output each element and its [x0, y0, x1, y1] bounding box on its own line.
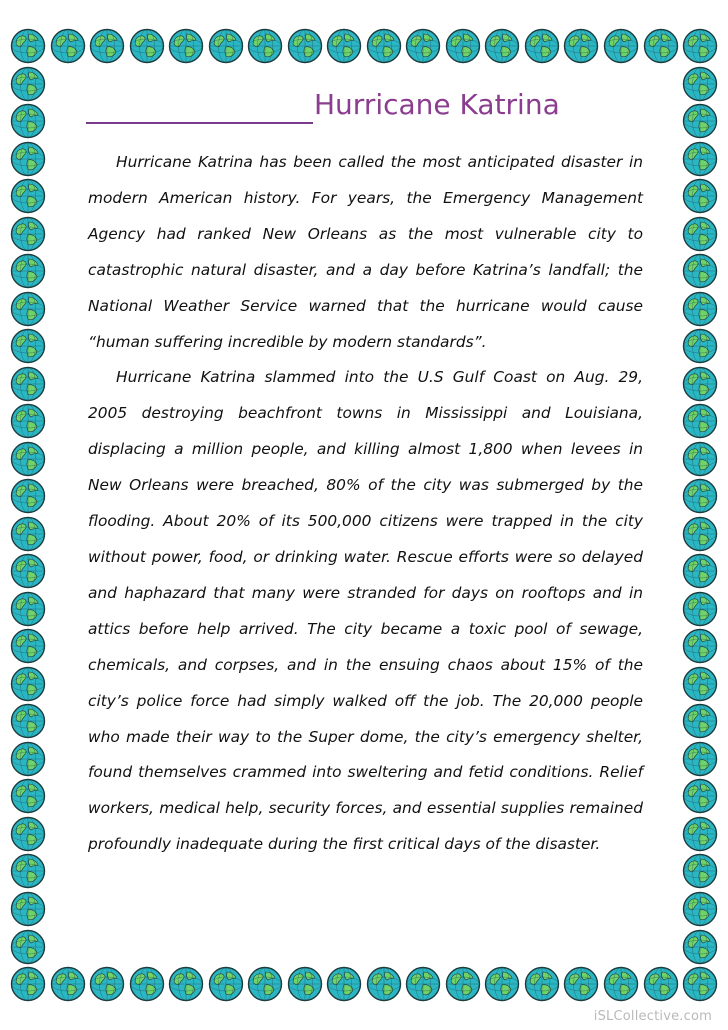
globe-icon	[10, 103, 46, 139]
globe-icon	[89, 966, 125, 1002]
watermark: iSLCollective.com	[593, 1009, 712, 1024]
globe-icon	[10, 28, 46, 64]
globe-icon	[682, 28, 718, 64]
globe-icon	[682, 778, 718, 814]
globe-icon	[682, 328, 718, 364]
globe-icon	[129, 28, 165, 64]
globe-icon	[10, 141, 46, 177]
title-row	[86, 88, 646, 128]
globe-icon	[682, 141, 718, 177]
globe-icon	[682, 478, 718, 514]
globe-icon	[682, 553, 718, 589]
globe-icon	[168, 28, 204, 64]
globe-icon	[682, 403, 718, 439]
globe-icon	[50, 966, 86, 1002]
globe-icon	[10, 703, 46, 739]
globe-icon	[50, 28, 86, 64]
globe-icon	[10, 741, 46, 777]
globe-icon	[524, 966, 560, 1002]
globe-icon	[10, 553, 46, 589]
article-body	[88, 145, 643, 863]
globe-icon	[563, 28, 599, 64]
globe-icon	[287, 966, 323, 1002]
globe-icon	[287, 28, 323, 64]
globe-icon	[89, 28, 125, 64]
globe-icon	[10, 591, 46, 627]
globe-icon	[405, 966, 441, 1002]
globe-icon	[682, 178, 718, 214]
globe-icon	[208, 28, 244, 64]
globe-icon	[405, 28, 441, 64]
globe-icon	[682, 628, 718, 664]
globe-icon	[10, 778, 46, 814]
globe-icon	[682, 853, 718, 889]
globe-icon	[682, 966, 718, 1002]
globe-icon	[643, 28, 679, 64]
globe-icon	[10, 666, 46, 702]
globe-icon	[682, 66, 718, 102]
globe-icon	[10, 66, 46, 102]
globe-icon	[10, 441, 46, 477]
globe-icon	[682, 216, 718, 252]
globe-icon	[682, 291, 718, 327]
globe-icon	[10, 328, 46, 364]
globe-icon	[563, 966, 599, 1002]
globe-icon	[10, 929, 46, 965]
paragraph-2: Hurricane Katrina slammed into the U.S Gulf Coast on Aug. 29, 2005 destroying beachfront towns in Mississippi and Louisiana, displacing a million people, and killing almost 1,800 when levees in New Orleans were breached, 80% of the city was submerged by the flooding. About 20% of its 500,000 citizens were trapped in the city without power, food, or drinking water. Rescue efforts were so delayed and haphazard that many were stranded for days on rooftops and in attics before help arrived. The city became a toxic pool of sewage, chemicals, and corpses, and in the ensuing chaos about 15% of the city’s police force had simply walked off the job. The 20,000 people who made their way to the Super dome, the city’s emergency shelter, found themselves crammed into sweltering and fetid conditions. Relief workers, medical help, security forces, and essential supplies remained profoundly inadequate during the first critical days of the disaster.	[88, 368, 643, 854]
globe-icon	[682, 516, 718, 552]
globe-icon	[366, 28, 402, 64]
globe-icon	[682, 103, 718, 139]
globe-icon	[129, 966, 165, 1002]
paragraph-1: Hurricane Katrina has been called the most anticipated disaster in modern American history. For years, the Emergency Management Agency had ranked New Orleans as the most vulnerable city to catastrophic natural disaster, and a day before Katrina’s landfall; the National Weather Service warned that the hurricane would cause “human suffering incredible by modern standards”.	[88, 153, 643, 351]
globe-icon	[682, 929, 718, 965]
globe-icon	[682, 591, 718, 627]
page-title: Hurricane Katrina	[314, 88, 560, 121]
globe-icon	[247, 966, 283, 1002]
globe-icon	[524, 28, 560, 64]
globe-icon	[208, 966, 244, 1002]
title-blank-line	[86, 122, 313, 124]
globe-icon	[445, 28, 481, 64]
globe-icon	[10, 291, 46, 327]
globe-icon	[10, 216, 46, 252]
globe-icon	[10, 516, 46, 552]
globe-icon	[484, 966, 520, 1002]
globe-icon	[326, 966, 362, 1002]
globe-icon	[603, 28, 639, 64]
globe-icon	[643, 966, 679, 1002]
globe-icon	[168, 966, 204, 1002]
globe-icon	[10, 853, 46, 889]
globe-icon	[10, 478, 46, 514]
globe-icon	[682, 441, 718, 477]
globe-icon	[10, 891, 46, 927]
globe-icon	[10, 966, 46, 1002]
globe-icon	[10, 403, 46, 439]
globe-icon	[682, 703, 718, 739]
globe-icon	[10, 366, 46, 402]
globe-icon	[682, 366, 718, 402]
globe-icon	[484, 28, 520, 64]
globe-icon	[682, 891, 718, 927]
globe-icon	[682, 741, 718, 777]
globe-icon	[682, 666, 718, 702]
globe-icon	[10, 628, 46, 664]
globe-icon	[247, 28, 283, 64]
globe-icon	[682, 253, 718, 289]
globe-icon	[682, 816, 718, 852]
globe-icon	[10, 253, 46, 289]
globe-icon	[10, 816, 46, 852]
globe-icon	[10, 178, 46, 214]
globe-icon	[326, 28, 362, 64]
globe-icon	[445, 966, 481, 1002]
globe-icon	[603, 966, 639, 1002]
globe-icon	[366, 966, 402, 1002]
